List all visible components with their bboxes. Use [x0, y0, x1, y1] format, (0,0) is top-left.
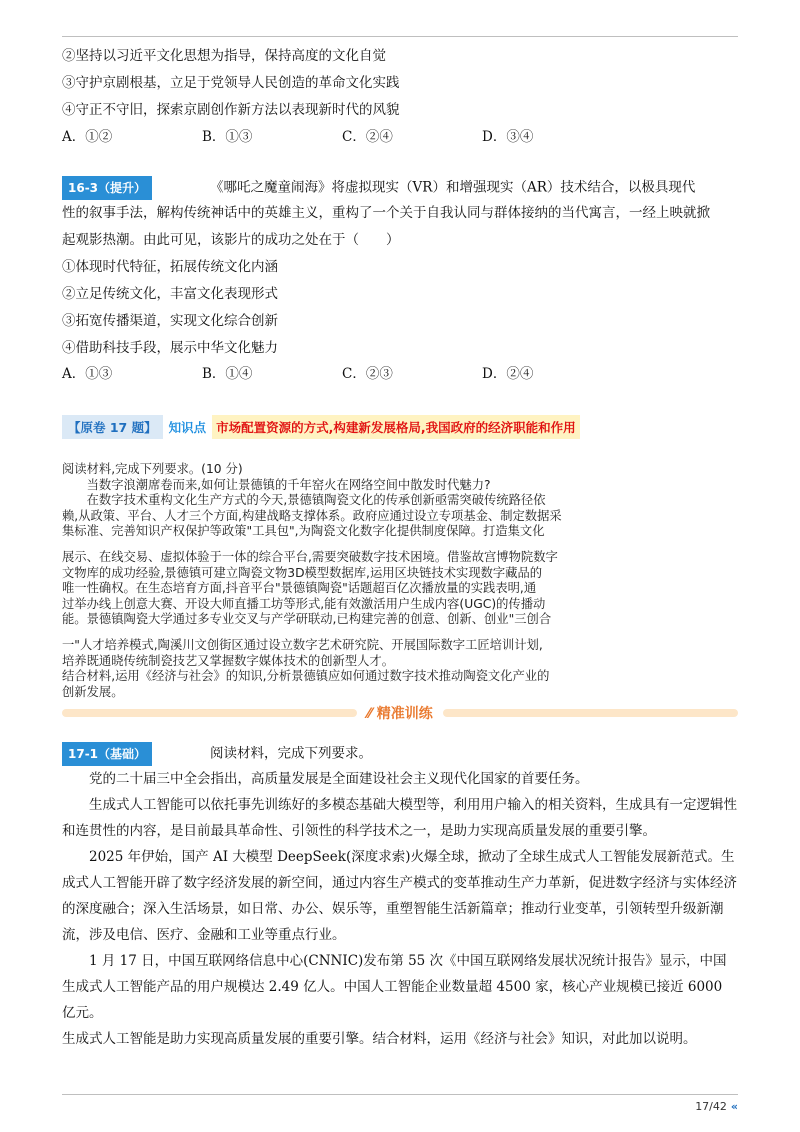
- q16-3-stem-line-2: 性的叙事手法，解构传统神话中的英雄主义，重构了一个关于自我认同与群体接纳的当代寓言，一经上映就掀: [62, 205, 710, 221]
- paragraph-3: 2025 年伊始，国产 AI 大模型 DeepSeek(深度求索)火爆全球，掀动了全球生成式人工智能发展新范式。生成式人工智能开辟了数字经济发展的新空间，通过内容生产模式的变革推动生产力革新，促进数字经济与实体经济的深度融合；深入生活场景，如日常、办公、娱乐等，重塑智能生活新篇章；推动行业变革，引领转型升级新潮流，涉及电信、医疗、金融和工业等重点行业。: [62, 849, 737, 943]
- scan-line: 展示、在线交易、虚拟体验于一体的综合平台,需要突破数字技术困境。借鉴故宫博物院数字: [62, 549, 558, 564]
- banner-bar-left: [62, 709, 357, 717]
- q16-3-item-1: ①体现时代特征，拓展传统文化内涵: [62, 259, 278, 275]
- option-a: A．①②: [62, 129, 113, 145]
- option-a: A．①③: [62, 366, 113, 382]
- banner-title-text: 精准训练: [376, 706, 433, 722]
- banner-bar-right: [443, 709, 738, 717]
- scan-line: 能。景德镇陶瓷大学通过多专业交叉与产学研联动,已构建完善的创意、创新、创业"三创合: [62, 612, 552, 627]
- option-c: C．②③: [342, 366, 393, 382]
- scan-line: 培养既通晓传统制瓷技艺又掌握数字媒体技术的创新型人才。: [62, 653, 395, 668]
- option-b: B．①④: [202, 366, 253, 382]
- q16-2-item-4: ④守正不守旧，探索京剧创作新方法以表现新时代的风貌: [62, 102, 400, 118]
- page-number: 17/42: [695, 1100, 727, 1113]
- section-banner: [62, 700, 738, 726]
- stem-text: 《哪吒之魔童闹海》将虚拟现实（VR）和增强现实（AR）技术结合，以极具现代: [210, 179, 696, 196]
- scan-line: 过举办线上创意大赛、开设大师直播工坊等形式,能有效激活用户生成内容(UGC)的传播动: [62, 596, 546, 611]
- question-tag: 17-1（基础）: [62, 742, 152, 766]
- q16-2-item-3: ③守护京剧根基，立足于党领导人民创造的革命文化实践: [62, 75, 400, 91]
- top-rule: [62, 36, 738, 37]
- q17-scanned-material: [62, 462, 622, 700]
- option-d: D．③④: [482, 129, 534, 145]
- question-tag: 16-3（提升）: [62, 176, 152, 200]
- q16-3-stem-line-1: [62, 176, 695, 200]
- paragraph-5: 生成式人工智能是助力实现高质量发展的重要引擎。结合材料，运用《经济与社会》知识，对此加以说明。: [62, 1031, 697, 1047]
- scan-line: [62, 628, 622, 638]
- paragraph-4: 1 月 17 日，中国互联网络信息中心(CNNIC)发布第 55 次《中国互联网络发展状况统计报告》显示，中国生成式人工智能产品的用户规模达 2.49 亿人。中国人工智能企业数量超 4500 家，核心产业规模已接近 6000 亿元。: [62, 953, 727, 1021]
- scan-line: 在数字技术重构文化生产方式的今天,景德镇陶瓷文化的传承创新亟需突破传统路径依: [62, 493, 546, 508]
- knowledge-point-topics: 市场配置资源的方式,构建新发展格局,我国政府的经济职能和作用: [212, 415, 580, 439]
- q16-3-item-4: ④借助科技手段，展示中华文化魅力: [62, 340, 278, 356]
- bottom-rule: [62, 1094, 738, 1095]
- scan-line: 结合材料,运用《经济与社会》的知识,分析景德镇应如何通过数字技术推动陶瓷文化产业的: [62, 669, 550, 684]
- q16-2-item-2: ②坚持以习近平文化思想为指导，保持高度的文化自觉: [62, 48, 386, 64]
- intro-text: 阅读材料，完成下列要求。: [210, 745, 373, 762]
- q16-3-item-2: ②立足传统文化，丰富文化表现形式: [62, 286, 278, 302]
- paragraph-1: 党的二十届三中全会指出，高质量发展是全面建设社会主义现代化国家的首要任务。: [89, 771, 589, 787]
- q17-knowledge-header: [62, 416, 580, 438]
- banner-title: ⁄⁄ 精准训练: [367, 706, 433, 722]
- scan-line: 赖,从政策、平台、人才三个方面,构建战略支撑体系。政府应通过设立专项基金、制定数据采: [62, 508, 562, 523]
- scan-line: 一"人才培养模式,陶溪川文创街区通过设立数字艺术研究院、开展国际数字工匠培训计划,: [62, 637, 543, 652]
- scan-line: 集标准、完善知识产权保护等政策"工具包",为陶瓷文化数字化提供制度保障。打造集文化: [62, 524, 545, 539]
- option-d: D．②④: [482, 366, 534, 382]
- option-b: B．①③: [202, 129, 253, 145]
- q16-3-item-3: ③拓宽传播渠道，实现文化综合创新: [62, 313, 278, 329]
- scan-line: 当数字浪潮席卷而来,如何让景德镇的千年窑火在网络空间中散发时代魅力?: [62, 477, 491, 492]
- paragraph-2: 生成式人工智能可以依托事先训练好的多模态基础大模型等，利用用户输入的相关资料，生成具有一定逻辑性和连贯性的内容，是目前最具革命性、引领性的科学技术之一，是助力实现高质量发展的重要引擎。: [62, 797, 737, 839]
- q16-3-stem-line-3: 起观影热潮。由此可见，该影片的成功之处在于（ ）: [62, 232, 400, 248]
- page-footer: [695, 1100, 738, 1113]
- original-question-tag: 【原卷 17 题】: [62, 415, 163, 439]
- scan-line: 文物库的成功经验,景德镇可建立陶瓷文物3D模型数据库,运用区块链技术实现数字藏品的: [62, 565, 543, 580]
- q17-1-material: [62, 766, 740, 1052]
- scan-line: 阅读材料,完成下列要求。(10 分): [62, 462, 243, 476]
- q16-3-options: [62, 364, 742, 384]
- scan-line: 唯一性确权。在生态培育方面,抖音平台"景德镇陶瓷"话题超百亿次播放量的实践表明,通: [62, 581, 537, 596]
- scan-line: 创新发展。: [62, 684, 124, 699]
- option-c: C．②④: [342, 129, 393, 145]
- knowledge-point-label: 知识点: [168, 420, 207, 435]
- scan-line: [62, 540, 622, 550]
- q17-1-intro: [62, 742, 372, 766]
- prev-page-icon: «: [730, 1100, 738, 1113]
- q16-2-options: [62, 127, 742, 147]
